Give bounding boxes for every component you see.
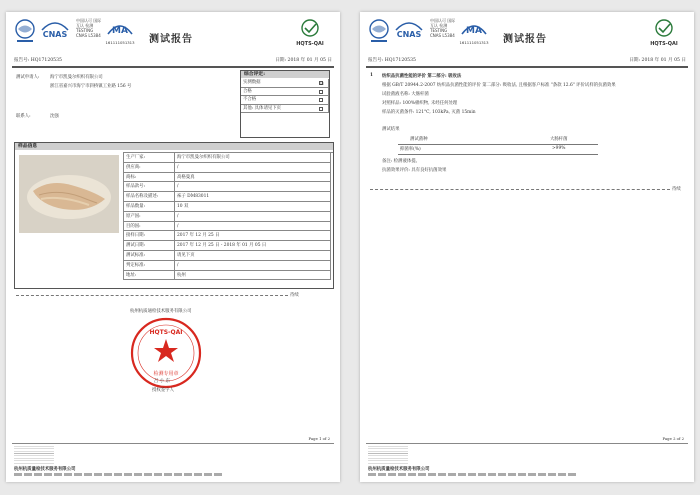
cnas-logo: CNAS — [40, 18, 70, 44]
eval-row: 不合格 — [241, 96, 329, 105]
sample-field-value: / — [175, 212, 331, 222]
footer-notes — [14, 446, 332, 464]
sample-field-label: 供应商: — [123, 163, 175, 173]
ilac-logo — [14, 18, 36, 44]
sample-field-value: 杭州 — [175, 271, 331, 281]
seal-bottom-text: 检测专用章 — [153, 371, 179, 377]
test-line-3: 样品的灭菌条件: 121°C, 103kPa, 灭菌 15min — [382, 110, 476, 115]
test-line-2: 对照样品: 100%棉织物, 未经任何处理 — [382, 101, 458, 106]
page-number: Page 2 of 2 — [662, 436, 684, 441]
continued-mark: 待续 — [672, 187, 681, 192]
result-header-right: 大肠杆菌 — [550, 137, 568, 142]
test-line-1: 试验菌液名称: 大肠杆菌 — [382, 92, 429, 97]
issuing-company: 杭州杭质通检技术服务有限公司 — [130, 309, 192, 314]
client-name: 海宁市凯曼尔织织有限公司 — [50, 75, 103, 80]
sample-field-label: 接样日期: — [123, 231, 175, 241]
end-dash-line — [370, 189, 670, 190]
sample-field-label: 样品数量: — [123, 202, 175, 212]
report-number: 报告号: HQ17120535 — [14, 58, 62, 63]
report-number: 报告号: HQ17120535 — [368, 58, 416, 63]
footer-fineprint — [14, 446, 54, 464]
test-basis: 根据 GB/T 20944.2-2007 纺织品抗菌性能的评价 第二部分: 吸收法, 且根据客户标准 "条款 12.6" 评价试样的抗菌效果 — [382, 83, 616, 88]
hqts-logo: HQTS-QAI — [642, 18, 686, 44]
ma-mark: MA — [112, 26, 128, 36]
testing-lab-text: 中国认可 国际互认 检测 TESTING CNAS L5384 — [76, 18, 102, 38]
report-header — [360, 12, 694, 54]
sample-field-value: 高格曼真 — [175, 173, 331, 183]
footer-fineprint — [368, 446, 408, 464]
result-title: 测试结果 — [382, 127, 400, 132]
report-date: 日期: 2018 年 01 月 05 日 — [629, 58, 686, 63]
cnas-logo: CNAS — [394, 18, 424, 44]
ma-logo — [102, 18, 138, 44]
footer-contact-line — [368, 473, 578, 476]
end-dash-line — [16, 295, 288, 296]
testing-lab-text: 中国认可 国际互认 检测 TESTING CNAS L5384 — [430, 18, 456, 38]
header-rule — [12, 66, 334, 68]
sample-row — [123, 231, 333, 241]
report-title: 测试报告 — [503, 34, 547, 45]
report-page-2 — [360, 12, 694, 482]
ma-number: 161111051313 — [105, 40, 135, 45]
report-page-1 — [6, 12, 340, 482]
eval-row: 其他: 具体请见下页 — [241, 105, 329, 114]
note-2: 抗菌效果评价: 具有良好抗菌效果 — [382, 168, 447, 173]
report-header — [6, 12, 340, 54]
sample-field-value: 10 双 — [175, 202, 331, 212]
sample-field-label: 目的国: — [123, 222, 175, 232]
header-rule — [366, 66, 688, 68]
contact-label: 联系人: — [16, 114, 31, 119]
sample-field-value: / — [175, 222, 331, 232]
note-1: 备注: 检测液体提。 — [382, 159, 421, 164]
signer-name: 吕 小 东 — [154, 379, 170, 384]
ma-mark: MA — [466, 26, 482, 36]
client-label: 测试申请人: — [16, 75, 40, 80]
sample-row — [123, 271, 333, 281]
footer-company: 杭州杭质量检技术服务有限公司 — [368, 467, 430, 472]
report-title: 测试报告 — [149, 34, 193, 45]
ma-number: 161111051313 — [459, 40, 489, 45]
sample-field-label: 原产国: — [123, 212, 175, 222]
sample-photo — [19, 155, 119, 233]
result-table-rule — [398, 154, 598, 155]
result-row-label: 抑菌率(%) — [400, 147, 421, 152]
sample-field-value: 海宁市凯曼尔织织有限公司 — [175, 153, 331, 163]
result-table-rule — [398, 144, 598, 145]
sample-field-label: 判定标准: — [123, 261, 175, 271]
sample-field-label: 测试日期: — [123, 241, 175, 251]
sample-field-value: 2017 年 12 月 25 日 - 2018 年 01 月 05 日 — [175, 241, 331, 251]
evaluation-box — [240, 70, 330, 138]
checkbox-checked: ☑ — [320, 81, 324, 86]
evaluation-header: 综合评定: — [241, 71, 329, 78]
ma-logo — [456, 18, 492, 44]
sample-info-header: 样品信息 — [15, 143, 333, 150]
checkbox-empty — [319, 98, 323, 102]
page-number: Page 1 of 2 — [308, 436, 330, 441]
sample-table — [123, 152, 333, 280]
sample-row — [123, 212, 333, 222]
signer-title: 授权签字人 — [152, 388, 174, 393]
sample-row — [123, 182, 333, 192]
checkbox-empty — [319, 90, 323, 94]
sample-field-value: / — [175, 163, 331, 173]
sample-field-value: / — [175, 261, 331, 271]
sample-row — [123, 251, 333, 261]
footer-company: 杭州杭质量检技术服务有限公司 — [14, 467, 76, 472]
hqts-logo: HQTS-QAI — [288, 18, 332, 44]
checkbox-empty — [319, 107, 323, 111]
sample-row — [123, 202, 333, 212]
footer-contact-line — [14, 473, 224, 476]
sample-field-value: 请见下页 — [175, 251, 331, 261]
sample-field-value: 2017 年 12 月 25 日 — [175, 231, 331, 241]
result-row-value: >99% — [552, 146, 566, 151]
continued-mark: 待续 — [290, 293, 299, 298]
sample-row — [123, 152, 333, 163]
sample-row — [123, 261, 333, 271]
footer-notes — [368, 446, 686, 464]
sample-row — [123, 173, 333, 183]
footer-rule — [366, 443, 688, 444]
sample-field-value: / — [175, 182, 331, 192]
client-address: 浙江省嘉兴市海宁市斜桥镇工业路 156 号 — [50, 84, 132, 89]
section-number: 1 — [370, 73, 374, 78]
ilac-logo — [368, 18, 390, 44]
sample-row — [123, 222, 333, 232]
sample-field-label: 商标: — [123, 173, 175, 183]
seal-top-text: HQTS-QAI — [149, 329, 183, 336]
result-header-left: 测试菌种 — [410, 137, 428, 142]
eval-row: 实测数据 ☑ — [241, 79, 329, 88]
sample-field-value: 袜子 DM83011 — [175, 192, 331, 202]
sample-field-label: 样品款号: — [123, 182, 175, 192]
sample-field-label: 测试标准: — [123, 251, 175, 261]
report-date: 日期: 2018 年 01 月 05 日 — [275, 58, 332, 63]
contact-name: 沈强 — [50, 114, 59, 119]
footer-rule — [12, 443, 334, 444]
sample-field-label: 生产厂家: — [123, 153, 175, 163]
sample-row — [123, 192, 333, 202]
section-title: 纺织品抗菌性能的评价 第二部分: 吸收法 — [382, 74, 462, 79]
eval-row: 合格 — [241, 88, 329, 97]
sample-row — [123, 241, 333, 251]
sample-info-box — [14, 142, 334, 289]
sample-row — [123, 163, 333, 173]
sample-field-label: 样品名称及描述: — [123, 192, 175, 202]
sample-field-label: 地址: — [123, 271, 175, 281]
